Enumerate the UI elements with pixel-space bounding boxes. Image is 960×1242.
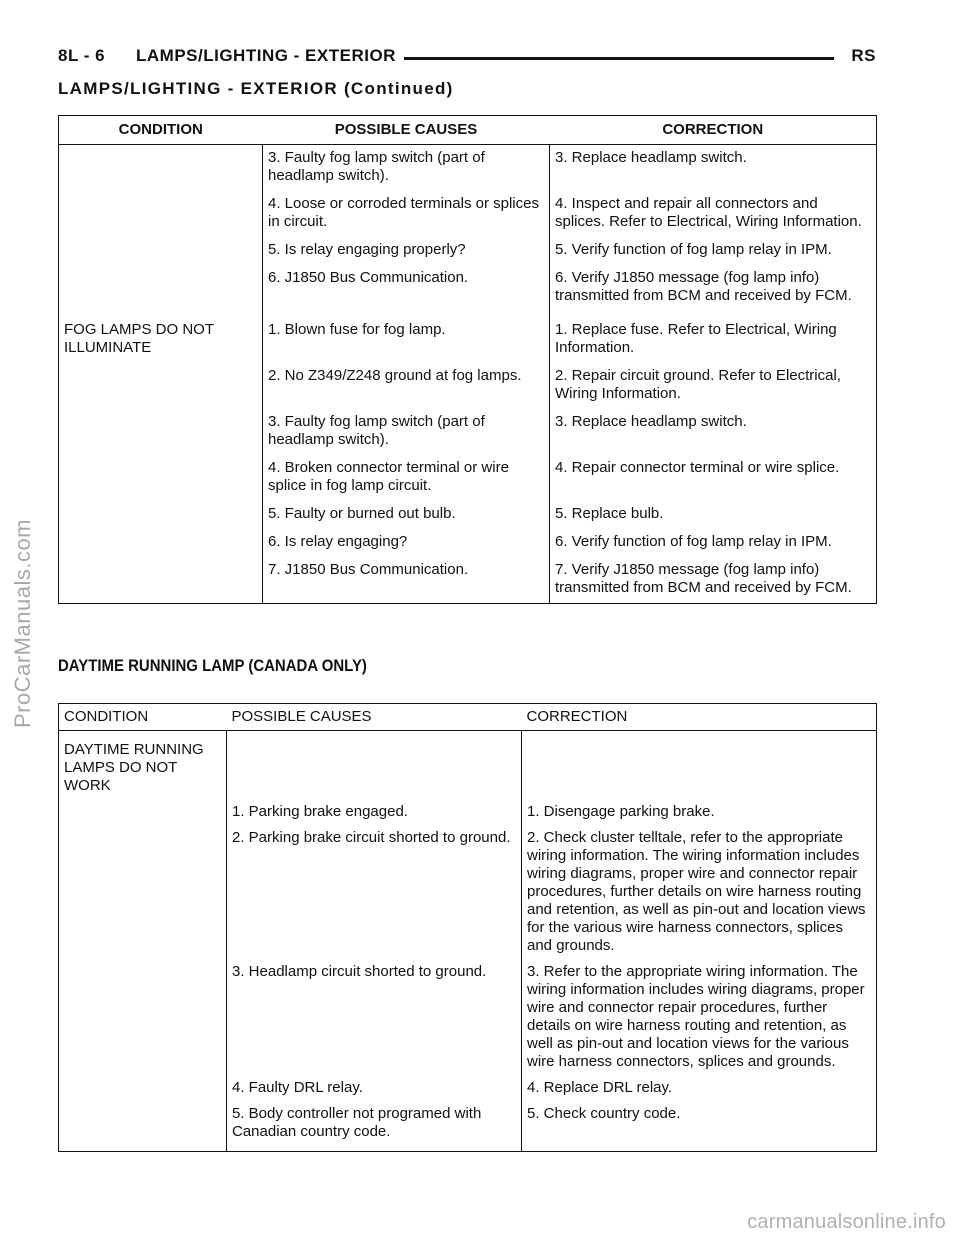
condition-cell <box>59 405 263 451</box>
cause-cell: 2. No Z349/Z248 ground at fog lamps. <box>263 359 550 405</box>
column-header-correction: CORRECTION <box>522 704 877 731</box>
table-row <box>59 1073 877 1099</box>
model-code: RS <box>851 46 876 65</box>
table-row <box>59 307 877 359</box>
condition-cell <box>59 497 263 525</box>
column-header-correction: CORRECTION <box>550 116 877 145</box>
cause-cell: 3. Faulty fog lamp switch (part of headlamp switch). <box>263 405 550 451</box>
column-header-possible-causes: POSSIBLE CAUSES <box>227 704 522 731</box>
table-row <box>59 797 877 823</box>
cause-cell: 4. Loose or corroded terminals or splices in circuit. <box>263 187 550 233</box>
correction-cell: 1. Disengage parking brake. <box>522 797 877 823</box>
table-header-row <box>59 116 877 145</box>
condition-cell <box>59 553 263 604</box>
diagnosis-table-daytime-running-lamp <box>58 703 877 1152</box>
table-row <box>59 261 877 307</box>
correction-cell: 4. Replace DRL relay. <box>522 1073 877 1099</box>
condition-cell <box>59 233 263 261</box>
correction-cell <box>522 731 877 798</box>
diagnosis-table-fog-lamps <box>58 115 877 604</box>
correction-cell: 3. Refer to the appropriate wiring information. The wiring information includes wiring diagrams, proper wire and connector repair procedures, further details on wire harness routing and retention, as well as pin-out and location views for the various wire harness connectors, splices and grounds. <box>522 957 877 1073</box>
correction-cell: 2. Repair circuit ground. Refer to Electrical, Wiring Information. <box>550 359 877 405</box>
page-header <box>58 46 876 70</box>
condition-cell <box>59 1073 227 1099</box>
cause-cell: 2. Parking brake circuit shorted to ground. <box>227 823 522 957</box>
correction-cell: 3. Replace headlamp switch. <box>550 145 877 188</box>
cause-cell: 5. Body controller not programed with Canadian country code. <box>227 1099 522 1152</box>
section-number: 8L - 6 <box>58 46 106 65</box>
condition-cell <box>59 525 263 553</box>
condition-cell <box>59 261 263 307</box>
correction-cell: 4. Inspect and repair all connectors and splices. Refer to Electrical, Wiring Information. <box>550 187 877 233</box>
condition-cell <box>59 187 263 233</box>
table-row <box>59 731 877 798</box>
column-header-condition: CONDITION <box>59 704 227 731</box>
condition-cell: DAYTIME RUNNING LAMPS DO NOT WORK <box>64 741 204 794</box>
condition-cell <box>59 451 263 497</box>
table-row <box>59 1099 877 1152</box>
cause-cell: 4. Broken connector terminal or wire splice in fog lamp circuit. <box>263 451 550 497</box>
table-row <box>59 233 877 261</box>
cause-cell: 3. Faulty fog lamp switch (part of headlamp switch). <box>263 145 550 188</box>
table-row <box>59 405 877 451</box>
cause-cell: 6. J1850 Bus Communication. <box>263 261 550 307</box>
header-title: LAMPS/LIGHTING - EXTERIOR <box>136 46 404 66</box>
correction-cell: 2. Check cluster telltale, refer to the appropriate wiring information. The wiring information includes wiring diagrams, proper wire and connector repair procedures, further details on wire harness routing and retention, as well as pin-out and location views for the various wire harness connectors, splices and grounds. <box>522 823 877 957</box>
cause-cell: 4. Faulty DRL relay. <box>227 1073 522 1099</box>
correction-cell: 6. Verify J1850 message (fog lamp info) transmitted from BCM and received by FCM. <box>550 261 877 307</box>
section-title-daytime-running-lamp: DAYTIME RUNNING LAMP (CANADA ONLY) <box>58 656 367 675</box>
table-row <box>59 145 877 188</box>
section-continued-title: LAMPS/LIGHTING - EXTERIOR (Continued) <box>58 79 454 98</box>
cause-cell: 1. Blown fuse for fog lamp. <box>263 307 550 359</box>
table-row <box>59 553 877 604</box>
table-header-row <box>59 704 877 731</box>
table-row <box>59 187 877 233</box>
table-row <box>59 957 877 1073</box>
condition-cell <box>59 957 227 1073</box>
condition-cell <box>59 1099 227 1152</box>
condition-cell <box>59 797 227 823</box>
table-row <box>59 497 877 525</box>
correction-cell: 6. Verify function of fog lamp relay in IPM. <box>550 525 877 553</box>
cause-cell: 5. Faulty or burned out bulb. <box>263 497 550 525</box>
side-watermark: ProCarManuals.com <box>10 518 35 728</box>
correction-cell: 1. Replace fuse. Refer to Electrical, Wiring Information. <box>550 307 877 359</box>
table-row <box>59 451 877 497</box>
bottom-watermark: carmanualsonline.info <box>747 1211 946 1233</box>
cause-cell: 5. Is relay engaging properly? <box>263 233 550 261</box>
condition-cell <box>59 823 227 957</box>
correction-cell: 4. Repair connector terminal or wire splice. <box>550 451 877 497</box>
correction-cell: 5. Check country code. <box>522 1099 877 1152</box>
cause-cell: 6. Is relay engaging? <box>263 525 550 553</box>
condition-cell <box>59 359 263 405</box>
correction-cell: 5. Replace bulb. <box>550 497 877 525</box>
cause-cell: 7. J1850 Bus Communication. <box>263 553 550 604</box>
table-row <box>59 359 877 405</box>
cause-cell <box>227 731 522 798</box>
condition-cell <box>59 145 263 188</box>
cause-cell: 3. Headlamp circuit shorted to ground. <box>227 957 522 1073</box>
table-row <box>59 525 877 553</box>
column-header-possible-causes: POSSIBLE CAUSES <box>263 116 550 145</box>
column-header-condition: CONDITION <box>59 116 263 145</box>
cause-cell: 1. Parking brake engaged. <box>227 797 522 823</box>
table-row <box>59 823 877 957</box>
correction-cell: 7. Verify J1850 message (fog lamp info) transmitted from BCM and received by FCM. <box>550 553 877 604</box>
correction-cell: 3. Replace headlamp switch. <box>550 405 877 451</box>
correction-cell: 5. Verify function of fog lamp relay in IPM. <box>550 233 877 261</box>
condition-cell: FOG LAMPS DO NOT ILLUMINATE <box>64 321 214 356</box>
